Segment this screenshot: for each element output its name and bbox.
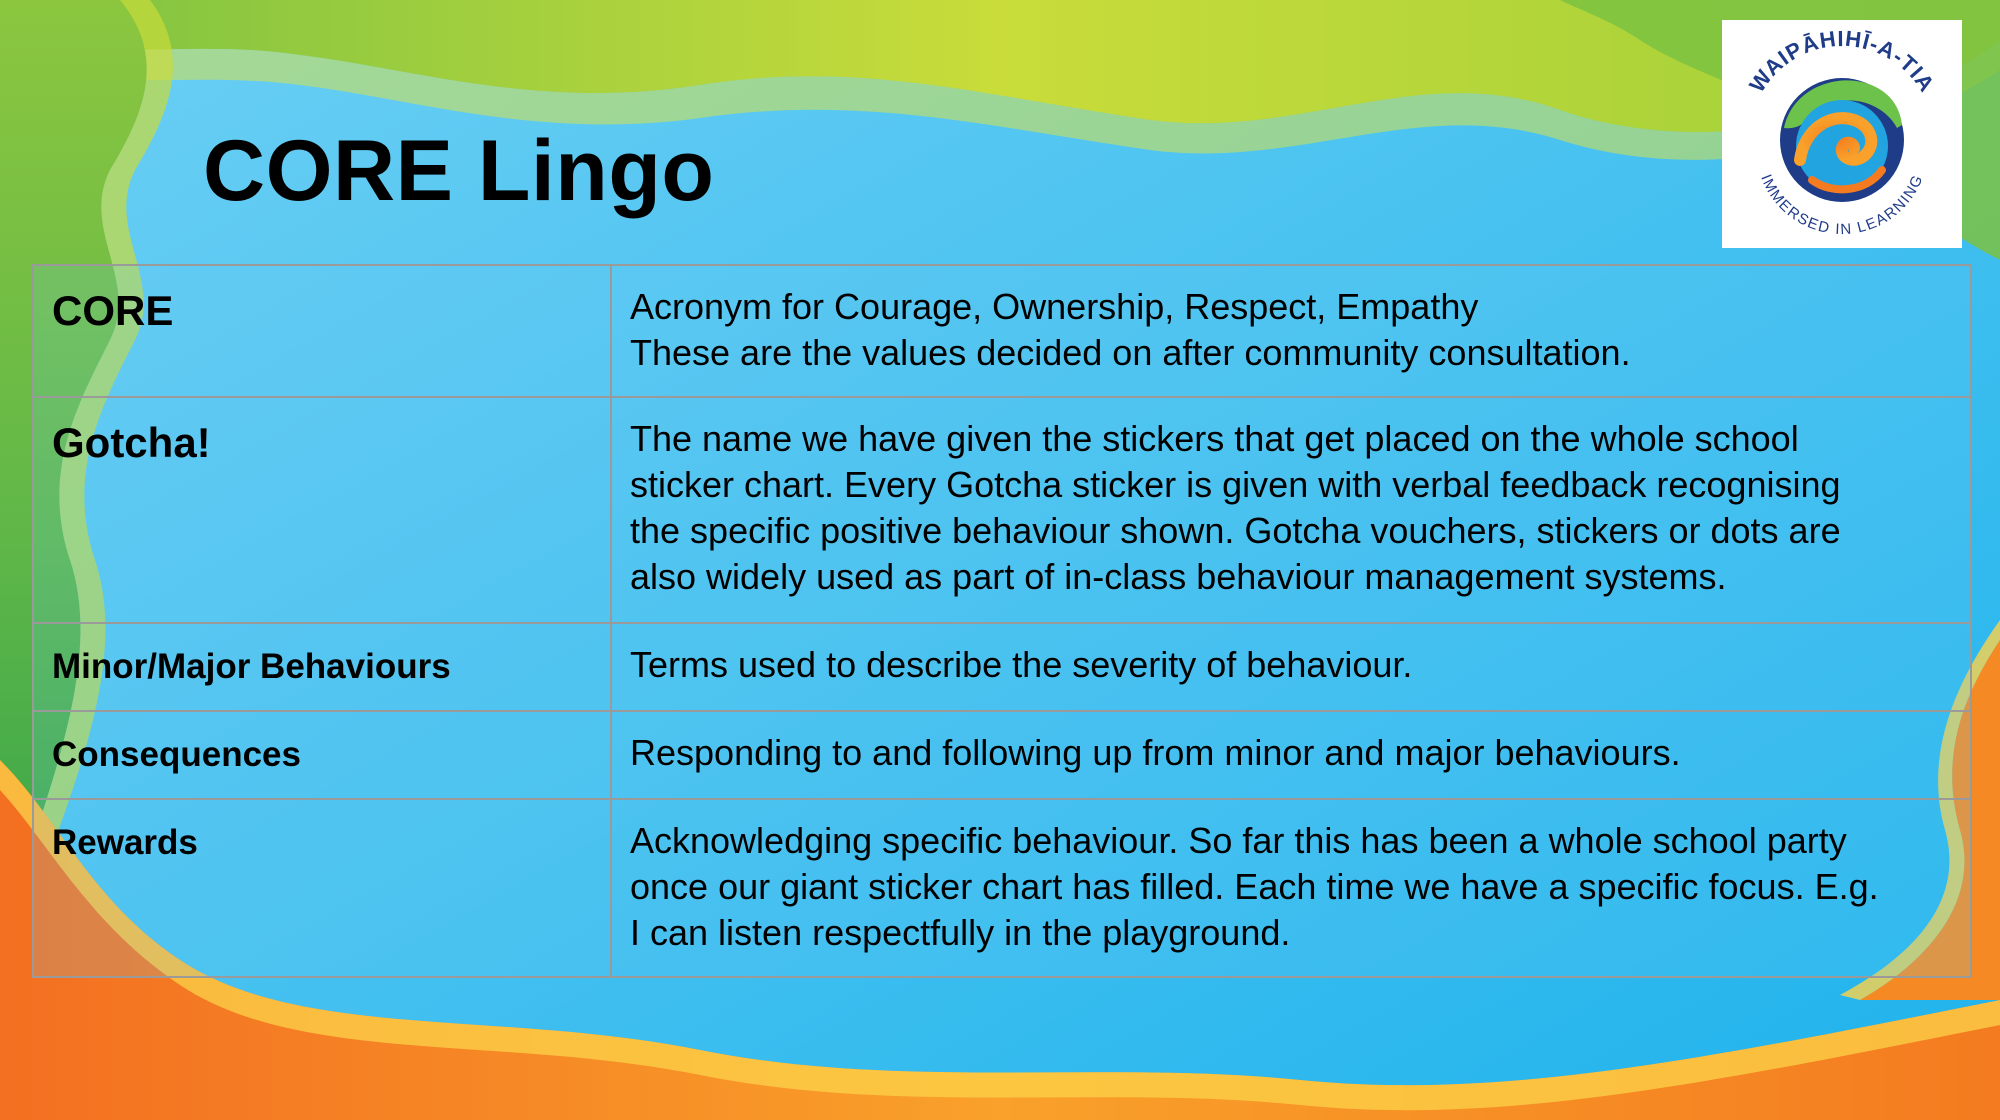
waipahihi-a-tia-logo-icon: [1722, 20, 1962, 248]
definition-line: I can listen respectfully in the playground.: [630, 912, 1291, 953]
definition-cell: [611, 397, 1971, 623]
definition-line: Acronym for Courage, Ownership, Respect, Empathy: [630, 286, 1479, 327]
school-logo: [1722, 20, 1962, 248]
page-title: CORE Lingo: [203, 123, 715, 219]
logo-name-text: WAIPĀHIHĪ-A-TIA: [1744, 25, 1940, 97]
definition-cell: [611, 265, 1971, 397]
table-row: [33, 799, 1971, 977]
definition-line: once our giant sticker chart has filled. Each time we have a specific focus. E.g.: [630, 866, 1879, 907]
definition-line: also widely used as part of in-class behaviour management systems.: [630, 556, 1727, 597]
table-row: [33, 265, 1971, 397]
term-cell: CORE: [33, 265, 611, 397]
term-cell: Gotcha!: [33, 397, 611, 623]
definition-line: sticker chart. Every Gotcha sticker is given with verbal feedback recognising: [630, 464, 1841, 505]
definition-line: the specific positive behaviour shown. Gotcha vouchers, stickers or dots are: [630, 510, 1841, 551]
table-row: [33, 623, 1971, 711]
term-cell: Rewards: [33, 799, 611, 977]
term-cell: Consequences: [33, 711, 611, 799]
definition-cell: [611, 711, 1971, 799]
definition-line: These are the values decided on after community consultation.: [630, 332, 1631, 373]
definition-cell: [611, 799, 1971, 977]
lingo-table: [32, 264, 1972, 978]
table-row: [33, 397, 1971, 623]
definition-line: Terms used to describe the severity of behaviour.: [630, 644, 1413, 685]
definition-line: Acknowledging specific behaviour. So far this has been a whole school party: [630, 820, 1847, 861]
definition-line: The name we have given the stickers that get placed on the whole school: [630, 418, 1799, 459]
table-row: [33, 711, 1971, 799]
logo-tagline-text: IMMERSED IN LEARNING: [1757, 171, 1927, 239]
definition-line: Responding to and following up from minor and major behaviours.: [630, 732, 1681, 773]
definition-cell: [611, 623, 1971, 711]
term-cell: Minor/Major Behaviours: [33, 623, 611, 711]
